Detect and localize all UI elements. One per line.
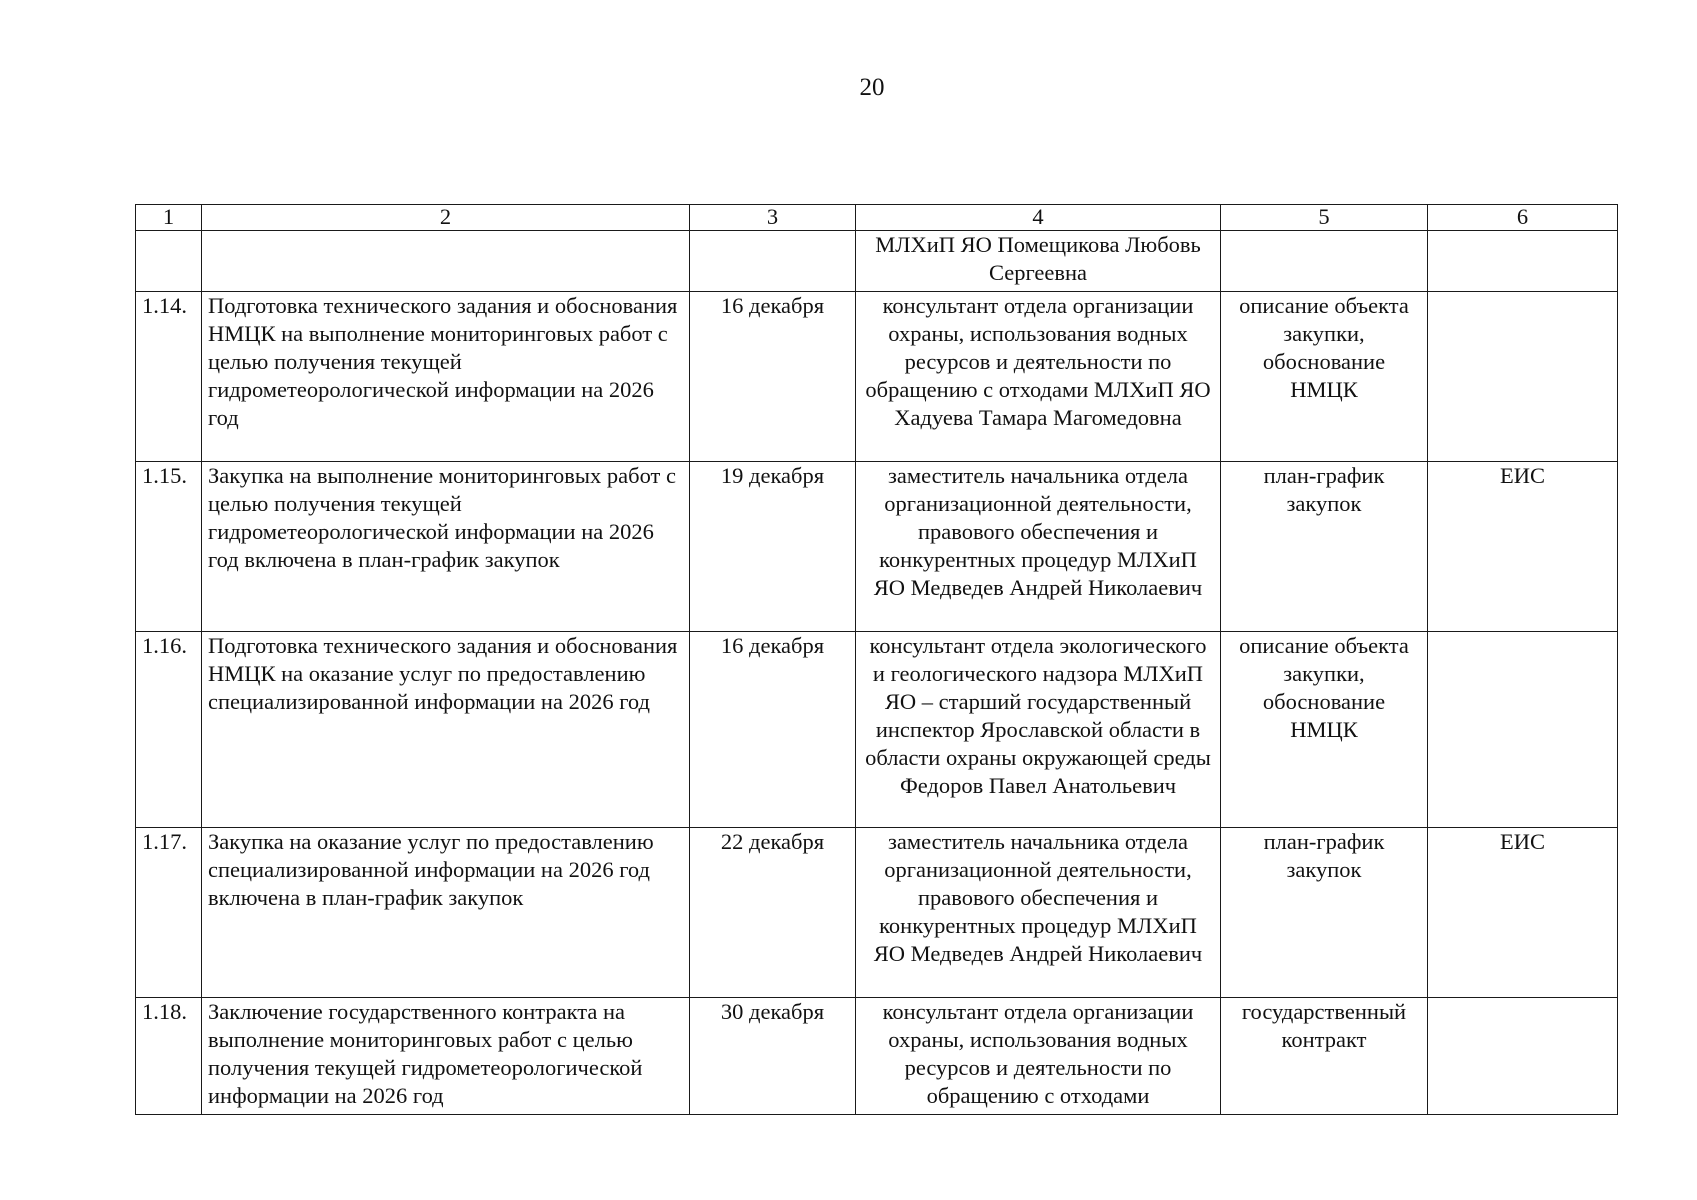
table-row (136, 828, 1618, 998)
cell-num: 1.14. (136, 292, 202, 462)
col-header-4: 4 (856, 205, 1221, 231)
cell-date (690, 231, 856, 292)
cell-date: 19 декабря (690, 462, 856, 632)
cell-system (1428, 292, 1618, 462)
cell-document: план-график закупок (1221, 462, 1428, 632)
cell-system: ЕИС (1428, 828, 1618, 998)
cell-responsible: МЛХиП ЯО Помещикова Любовь Сергеевна (856, 231, 1221, 292)
table-row (136, 998, 1618, 1115)
cell-responsible: заместитель начальника отдела организационной деятельности, правового обеспечения и конкурентных процедур МЛХиП ЯО Медведев Андрей Николаевич (856, 462, 1221, 632)
cell-system: ЕИС (1428, 462, 1618, 632)
cell-num: 1.17. (136, 828, 202, 998)
cell-num (136, 231, 202, 292)
page-number: 20 (859, 74, 885, 101)
cell-responsible: консультант отдела организации охраны, использования водных ресурсов и деятельности по обращению с отходами (856, 998, 1221, 1115)
cell-document: план-график закупок (1221, 828, 1428, 998)
cell-system (1428, 231, 1618, 292)
table-row (136, 462, 1618, 632)
col-header-5: 5 (1221, 205, 1428, 231)
cell-task (202, 231, 690, 292)
cell-num: 1.16. (136, 632, 202, 828)
cell-num: 1.18. (136, 998, 202, 1115)
header-row (136, 205, 1618, 231)
cell-task: Закупка на оказание услуг по предоставлению специализированной информации на 2026 год включена в план-график закупок (202, 828, 690, 998)
cell-date: 30 декабря (690, 998, 856, 1115)
cell-date: 16 декабря (690, 632, 856, 828)
cell-date: 16 декабря (690, 292, 856, 462)
cell-document (1221, 231, 1428, 292)
table-row (136, 632, 1618, 828)
plan-table (135, 204, 1618, 1115)
cell-date: 22 декабря (690, 828, 856, 998)
col-header-6: 6 (1428, 205, 1618, 231)
cell-responsible: консультант отдела экологического и геологического надзора МЛХиП ЯО – старший государственный инспектор Ярославской области в области охраны окружающей среды Федоров Павел Анатольевич (856, 632, 1221, 828)
cell-num: 1.15. (136, 462, 202, 632)
cell-task: Подготовка технического задания и обоснования НМЦК на выполнение мониторинговых работ с целью получения текущей гидрометеорологической информации на 2026 год (202, 292, 690, 462)
table-row (136, 292, 1618, 462)
cell-task: Подготовка технического задания и обоснования НМЦК на оказание услуг по предоставлению специализированной информации на 2026 год (202, 632, 690, 828)
col-header-2: 2 (202, 205, 690, 231)
cell-system (1428, 632, 1618, 828)
cell-responsible: консультант отдела организации охраны, использования водных ресурсов и деятельности по обращению с отходами МЛХиП ЯО Хадуева Тамара Магомедовна (856, 292, 1221, 462)
cell-task: Заключение государственного контракта на выполнение мониторинговых работ с целью получения текущей гидрометеорологической информации на 2026 год (202, 998, 690, 1115)
cell-document: государственный контракт (1221, 998, 1428, 1115)
cell-document: описание объекта закупки, обоснование НМЦК (1221, 292, 1428, 462)
cell-document: описание объекта закупки, обоснование НМЦК (1221, 632, 1428, 828)
col-header-3: 3 (690, 205, 856, 231)
cell-system (1428, 998, 1618, 1115)
cell-task: Закупка на выполнение мониторинговых работ с целью получения текущей гидрометеорологической информации на 2026 год включена в план-график закупок (202, 462, 690, 632)
table-row-continuation (136, 231, 1618, 292)
cell-responsible: заместитель начальника отдела организационной деятельности, правового обеспечения и конкурентных процедур МЛХиП ЯО Медведев Андрей Николаевич (856, 828, 1221, 998)
col-header-1: 1 (136, 205, 202, 231)
